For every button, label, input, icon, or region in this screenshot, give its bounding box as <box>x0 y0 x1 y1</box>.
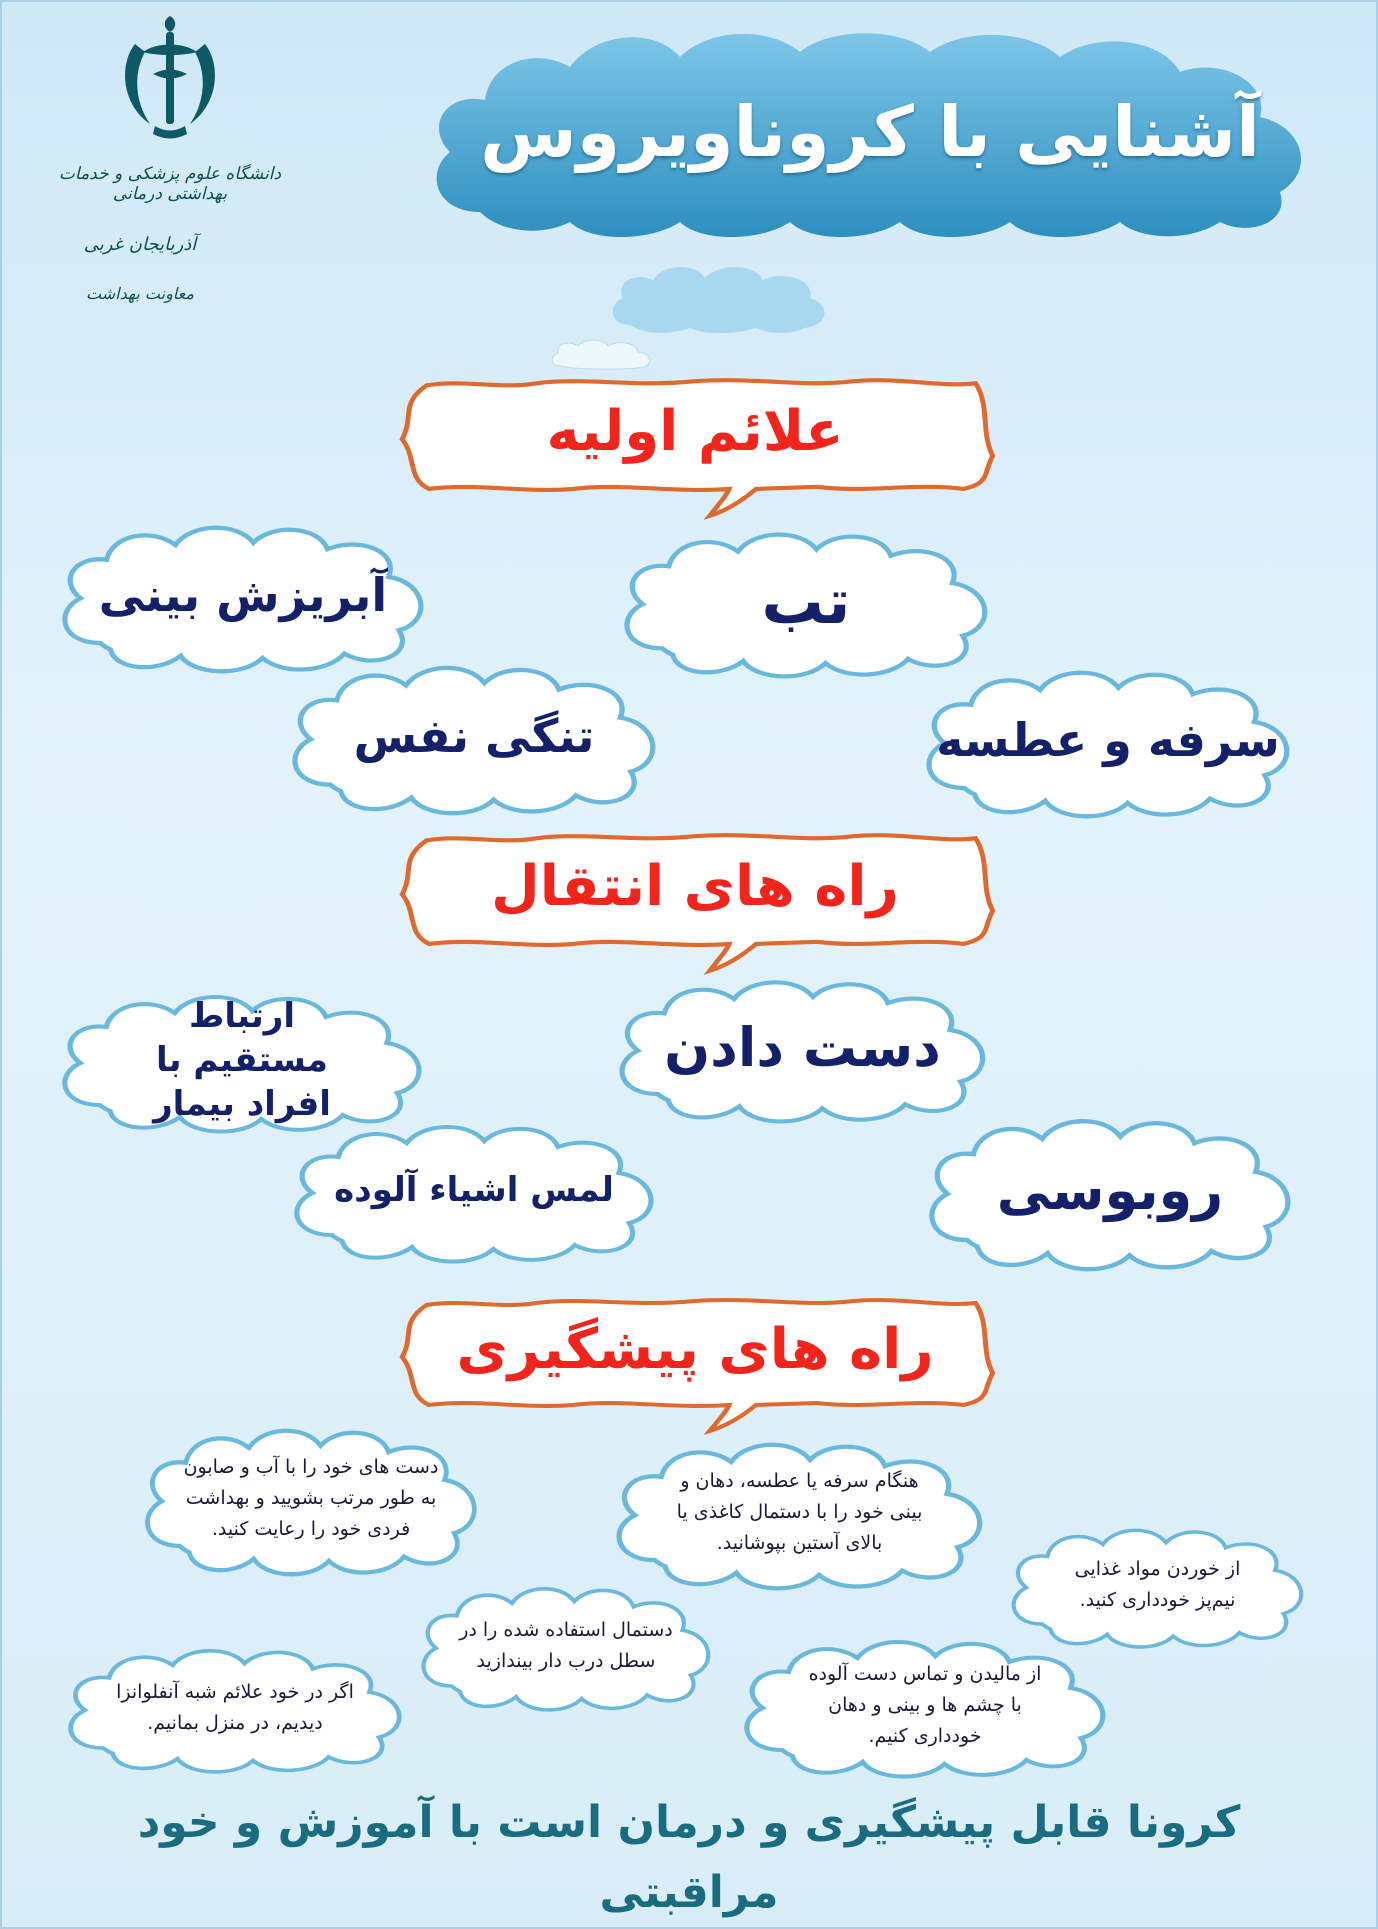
transmission-cloud-objects <box>280 1115 668 1265</box>
page-title: آشنایی با کروناویروس <box>480 91 1260 173</box>
symptom-shortness-of-breath: تنگی نفس <box>353 709 595 763</box>
transmission-heading-bubble <box>390 830 1000 975</box>
prevention-tip-cloud-2 <box>602 1432 997 1592</box>
footer-slogan: کرونا قابل پیشگیری و درمان است با آموزش و خود مراقبتی <box>137 1797 1241 1918</box>
symptoms-heading: علائم اولیه <box>546 398 844 464</box>
prevention-tip-stay-home: اگر در خود علائم شبه آنفلوانزا دیدیم، در منزل بمانیم. <box>116 1680 354 1734</box>
emblem-icon <box>115 14 225 144</box>
prevention-tip-cloud-5 <box>730 1630 1120 1780</box>
transmission-touching-objects: لمس اشیاء آلوده <box>334 1170 614 1210</box>
symptom-cloud-cough <box>912 660 1304 820</box>
tiny-cloud-decor <box>548 338 658 370</box>
prevention-tip-cloud-4 <box>410 1578 722 1713</box>
prevention-tip-cloud-1 <box>132 1418 490 1578</box>
symptom-cough-sneeze: سرفه و عطسه <box>936 713 1280 767</box>
title-cloud <box>420 22 1320 242</box>
prevention-tip-avoid-face-touch: از مالیدن و تماس دست آلوده با چشم ها و بینی و دهان خودداری کنیم. <box>808 1662 1042 1747</box>
symptom-cloud-runny-nose <box>48 515 438 675</box>
logo-line-3: معاونت بهداشت <box>86 284 194 303</box>
symptom-cloud-breath <box>278 655 670 817</box>
symptoms-heading-bubble <box>390 375 1000 520</box>
small-cloud-decor <box>605 260 835 335</box>
prevention-tip-undercooked-food: از خوردن مواد غذایی نیم‌پز خودداری کنید. <box>1074 1558 1241 1611</box>
transmission-cloud-kissing <box>915 1108 1305 1273</box>
prevention-tip-wash-hands: دست های خود را با آب و صابون به طور مرتب بشویید و بهداشت فردی خود را رعایت کنید. <box>183 1455 439 1540</box>
symptom-runny-nose: آبریزش بینی <box>98 568 388 622</box>
logo <box>40 14 300 314</box>
logo-line-2: آذربایجان غربی <box>83 234 197 255</box>
prevention-tip-cloud-6 <box>55 1640 415 1775</box>
transmission-kissing: روبوسی <box>996 1159 1224 1222</box>
prevention-heading-bubble <box>390 1295 1000 1435</box>
prevention-tip-dispose-tissue: دستمال استفاده شده را در سطل درب دار بیندازید <box>459 1618 673 1672</box>
symptom-fever: تب <box>761 564 851 638</box>
prevention-tip-cover-cough: هنگام سرفه یا عطسه، دهان و بینی خود را با دستمال کاغذی یا بالای آستین بپوشانید. <box>676 1469 923 1554</box>
transmission-direct-contact: ارتباط مستقیم با افراد بیمار <box>153 996 331 1124</box>
transmission-cloud-handshake <box>605 970 1000 1125</box>
transmission-heading: راه های انتقال <box>491 853 899 919</box>
transmission-handshake: دست دادن <box>664 1016 941 1079</box>
transmission-cloud-contact <box>48 985 436 1135</box>
prevention-heading: راه های پیشگیری <box>456 1316 934 1382</box>
logo-line-1: دانشگاه علوم پزشکی و خدمات بهداشتی درمانی <box>58 164 282 204</box>
